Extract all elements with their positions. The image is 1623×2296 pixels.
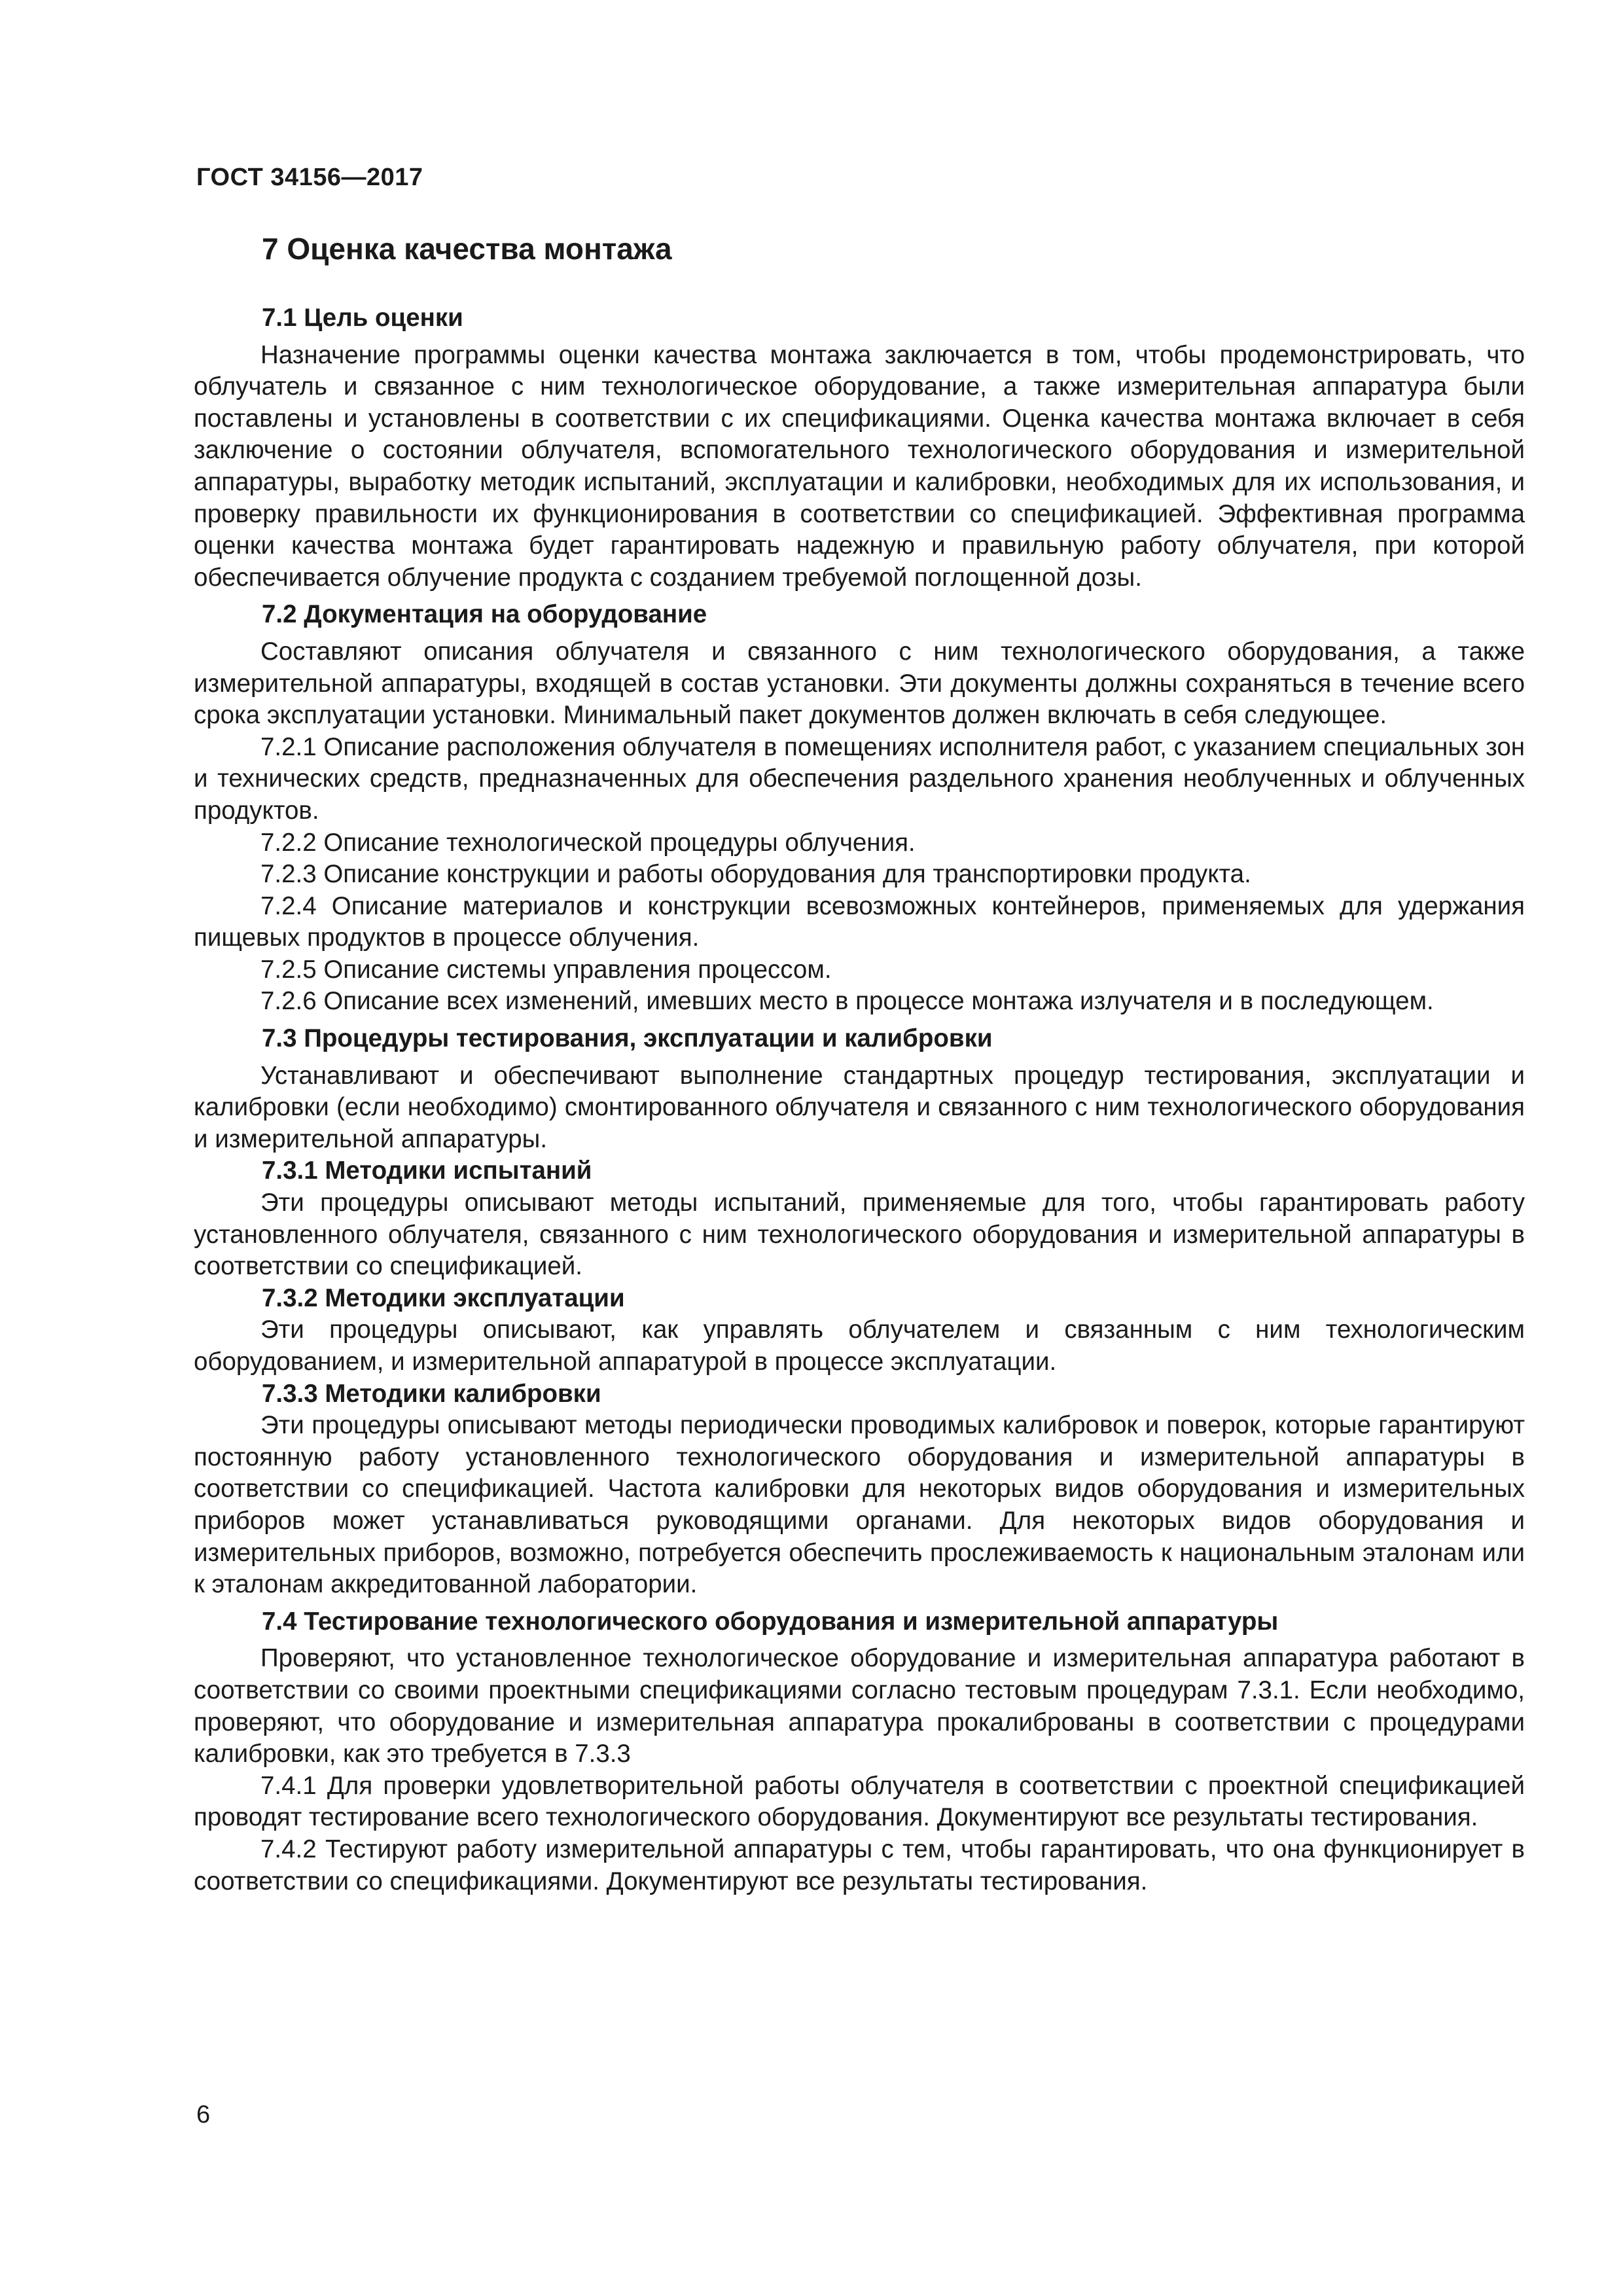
paragraph-7-3: Устанавливают и обеспечивают выполнение стандартных процедур тестирования, эксплуатации и калибровки (если необходимо) смонтированного облучателя и связанного с ним технологического оборудования и измерительной аппаратуры. xyxy=(194,1061,1525,1153)
heading-7-3-1: 7.3.1 Методики испытаний xyxy=(262,1157,592,1185)
section-title: 7 Оценка качества монтажа xyxy=(262,232,672,266)
paragraph-7-4: Проверяют, что установленное технологическое оборудование и измерительная аппаратура работают в соответствии со своими проектными спецификациями согласно тестовым процедурам 7.3.1. Если необходимо, проверяют, что оборудование и измерительная аппаратура прокалиброваны в соответствии с процедурами калибровки, как это требуется в 7.3.3 xyxy=(194,1644,1525,1768)
item-7-2-2: 7.2.2 Описание технологической процедуры облучения. xyxy=(260,828,916,857)
item-7-2-1: 7.2.1 Описание расположения облучателя в помещениях исполнителя работ, с указанием специальных зон и технических средств, предназначенных для обеспечения раздельного хранения необлученных и облученных продуктов. xyxy=(194,732,1525,825)
paragraph-7-2: Составляют описания облучателя и связанного с ним технологического оборудования, а также измерительной аппаратуры, входящей в состав установки. Эти документы должны сохраняться в течение всего срока эксплуатации установки. Минимальный пакет документов должен включать в себя следующее. xyxy=(194,637,1525,730)
item-7-2-3: 7.2.3 Описание конструкции и работы оборудования для транспортировки продукта. xyxy=(260,860,1251,889)
heading-7-3-2: 7.3.2 Методики эксплуатации xyxy=(262,1283,625,1312)
page-number: 6 xyxy=(196,2101,211,2128)
paragraph-7-3-1: Эти процедуры описывают методы испытаний, применяемые для того, чтобы гарантировать работу установленного облучателя, связанного с ним технологического оборудования и измерительной аппаратуры в соответствии со спецификацией. xyxy=(194,1189,1525,1281)
item-7-2-6: 7.2.6 Описание всех изменений, имевших место в процессе монтажа излучателя и в последующем. xyxy=(260,987,1434,1016)
heading-7-4: 7.4 Тестирование технологического оборудования и измерительной аппаратуры xyxy=(262,1607,1279,1636)
paragraph-7-3-2: Эти процедуры описывают, как управлять облучателем и связанным с ним технологическим оборудованием, и измерительной аппаратурой в процессе эксплуатации. xyxy=(194,1316,1525,1376)
heading-7-3-3: 7.3.3 Методики калибровки xyxy=(262,1379,601,1408)
paragraph-7-1: Назначение программы оценки качества монтажа заключается в том, чтобы продемонстрировать, что облучатель и связанное с ним технологическое оборудование, а также измерительная аппаратура были поставлены и установлены в соответствии с их спецификациями. Оценка качества монтажа включает в себя заключение о состоянии облучателя, вспомогательного технологического оборудования и измерительной аппаратуры, выработку методик испытаний, эксплуатации и калибровки, необходимых для их использования, и проверку правильности их функционирования в соответствии со спецификацией. Эффективная программа оценки качества монтажа будет гарантировать надежную и правильную работу облучателя, при которой обеспечивается облучение продукта с созданием требуемой поглощенной дозы. xyxy=(194,340,1525,592)
heading-7-2: 7.2 Документация на оборудование xyxy=(262,600,707,629)
item-7-2-4: 7.2.4 Описание материалов и конструкции всевозможных контейнеров, применяемых для удержания пищевых продуктов в процессе облучения. xyxy=(194,891,1525,952)
heading-7-3: 7.3 Процедуры тестирования, эксплуатации и калибровки xyxy=(262,1024,993,1053)
paragraph-7-3-3: Эти процедуры описывают методы периодически проводимых калибровок и поверок, которые гарантируют постоянную работу установленного технологического оборудования и измерительной аппаратуры в соответствии со спецификацией. Частота калибровки для некоторых видов оборудования и измерительных приборов может устанавливаться руководящими органами. Для некоторых видов оборудования и измерительных приборов, возможно, потребуется обеспечить прослеживаемость к национальным эталонам или к эталонам аккредитованной лаборатории. xyxy=(194,1411,1525,1599)
page-content xyxy=(194,229,1525,1897)
heading-7-1: 7.1 Цель оценки xyxy=(262,304,463,332)
document-code: ГОСТ 34156—2017 xyxy=(196,164,423,191)
item-7-4-1: 7.4.1 Для проверки удовлетворительной работы облучателя в соответствии с проектной спецификацией проводят тестирование всего технологического оборудования. Документируют все результаты тестирования. xyxy=(194,1771,1525,1832)
item-7-4-2: 7.4.2 Тестируют работу измерительной аппаратуры с тем, чтобы гарантировать, что она функционирует в соответствии со спецификациями. Документируют все результаты тестирования. xyxy=(194,1835,1525,1895)
item-7-2-5: 7.2.5 Описание системы управления процессом. xyxy=(260,955,832,984)
